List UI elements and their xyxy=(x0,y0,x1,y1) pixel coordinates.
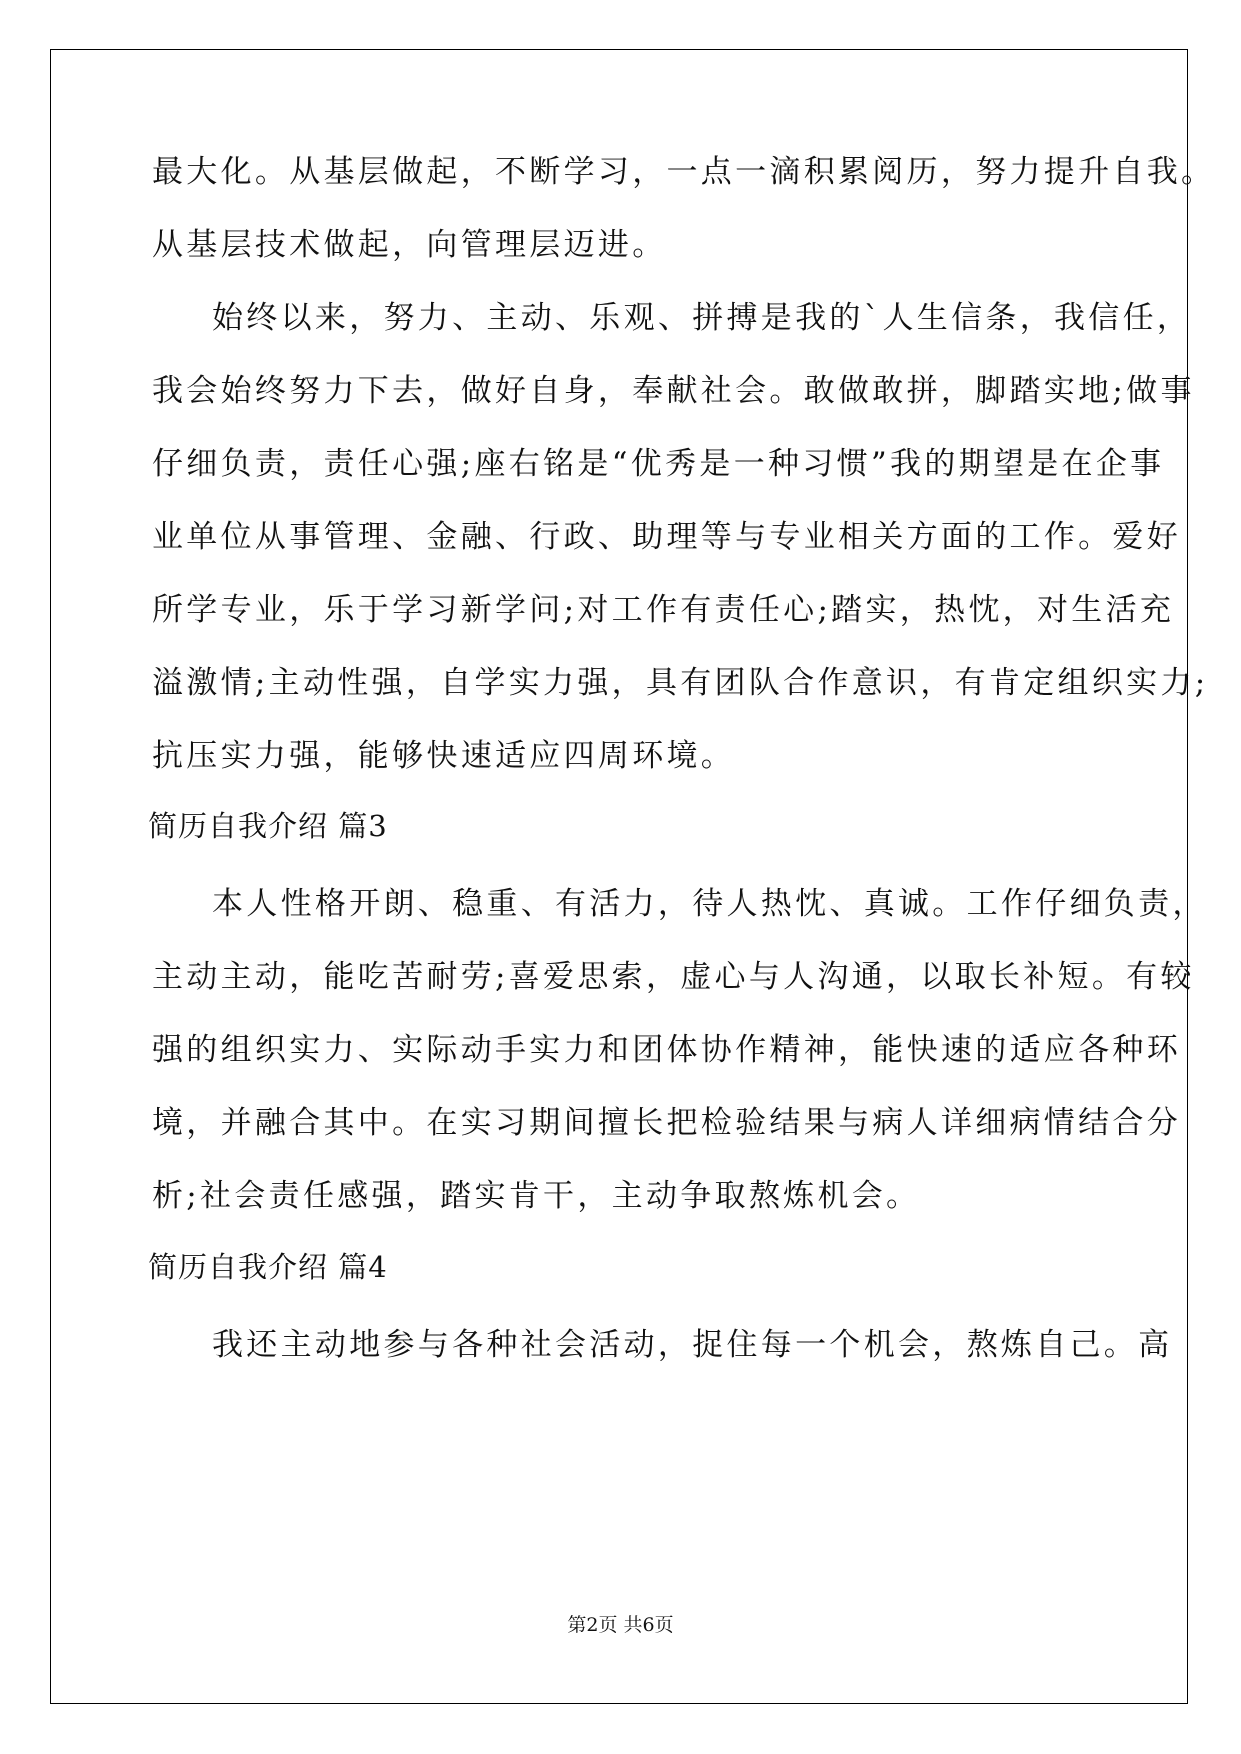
text-line: 强的组织实力、实际动手实力和团体协作精神，能快速的适应各种环 xyxy=(152,1032,1181,1068)
text-line: 仔细负责，责任心强;座右铭是“优秀是一种习惯”我的期望是在企事 xyxy=(152,446,1165,482)
paragraph-start: 本人性格开朗、稳重、有活力，待人热忱、真诚。工作仔细负责， xyxy=(212,886,1207,922)
text-line: 主动主动，能吃苦耐劳;喜爱思索，虚心与人沟通，以取长补短。有较 xyxy=(152,959,1195,995)
text-line: 析;社会责任感强，踏实肯干，主动争取熬炼机会。 xyxy=(152,1178,921,1214)
page-number-footer: 第2页 共6页 xyxy=(567,1614,674,1636)
paragraph-start: 始终以来，努力、主动、乐观、拼搏是我的`人生信条，我信任， xyxy=(212,300,1192,336)
text-line: 我会始终努力下去，做好自身，奉献社会。敢做敢拼，脚踏实地;做事 xyxy=(152,373,1195,409)
section-heading: 简历自我介绍 篇3 xyxy=(148,809,388,843)
text-line: 最大化。从基层做起，不断学习，一点一滴积累阅历，努力提升自我。 xyxy=(152,154,1216,190)
paragraph-start: 我还主动地参与各种社会活动，捉住每一个机会，熬炼自己。高 xyxy=(212,1327,1173,1363)
text-line: 从基层技术做起，向管理层迈进。 xyxy=(152,227,667,263)
text-line: 业单位从事管理、金融、行政、助理等与专业相关方面的工作。爱好 xyxy=(152,519,1181,555)
text-line: 境，并融合其中。在实习期间擅长把检验结果与病人详细病情结合分 xyxy=(152,1105,1181,1141)
text-line: 溢激情;主动性强，自学实力强，具有团队合作意识，有肯定组织实力; xyxy=(152,665,1209,701)
text-line: 抗压实力强，能够快速适应四周环境。 xyxy=(152,738,736,774)
text-line: 所学专业，乐于学习新学问;对工作有责任心;踏实，热忱，对生活充 xyxy=(152,592,1175,628)
section-heading: 简历自我介绍 篇4 xyxy=(148,1250,388,1284)
